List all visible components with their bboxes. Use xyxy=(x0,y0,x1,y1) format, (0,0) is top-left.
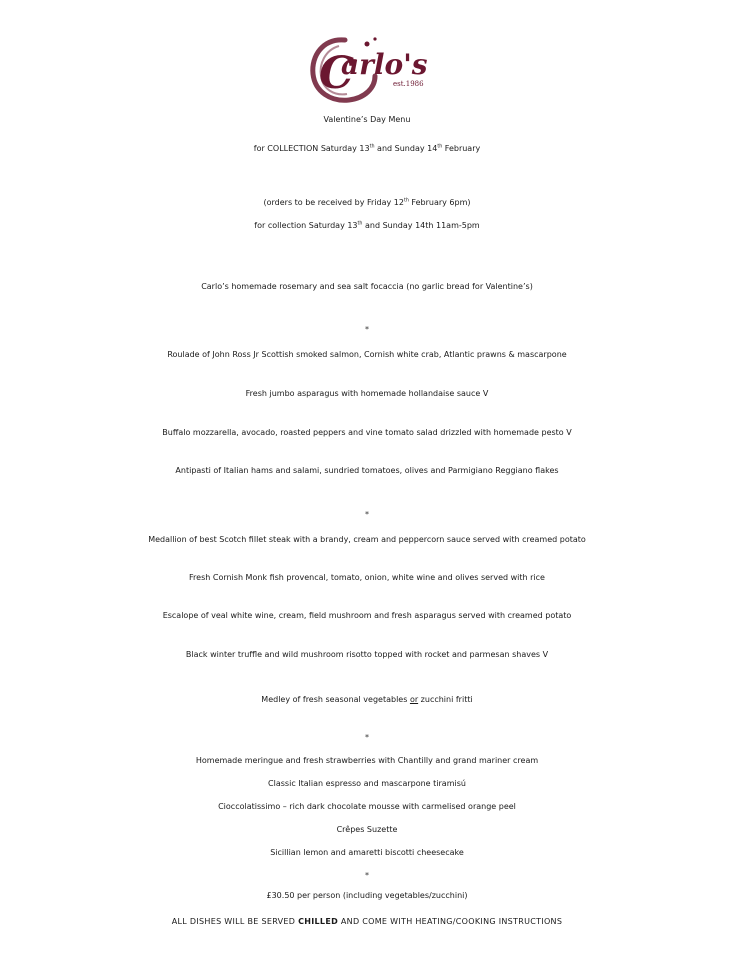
logo-initial: C xyxy=(319,48,355,99)
main-item: Medallion of best Scotch fillet steak with a brandy, cream and peppercorn sauce served with creamed potato xyxy=(148,535,586,544)
dessert-item: Sicillian lemon and amaretti biscotti cheesecake xyxy=(270,848,464,857)
sides-item: Medley of fresh seasonal vegetables or zucchini fritti xyxy=(261,695,473,704)
price-line: £30.50 per person (including vegetables/zucchini) xyxy=(266,891,468,900)
separator-star: * xyxy=(365,871,369,880)
main-item: Fresh Cornish Monk fish provencal, tomato, onion, white wine and olives served with rice xyxy=(189,573,545,582)
bread-item: Carlo’s homemade rosemary and sea salt focaccia (no garlic bread for Valentine’s) xyxy=(201,282,533,291)
main-item: Escalope of veal white wine, cream, field mushroom and fresh asparagus served with creamed potato xyxy=(162,611,572,620)
starter-item: Buffalo mozzarella, avocado, roasted peppers and vine tomato salad drizzled with homemade pesto V xyxy=(162,428,572,437)
starter-item: Fresh jumbo asparagus with homemade hollandaise sauce V xyxy=(245,389,489,398)
dessert-item: Cioccolatissimo – rich dark chocolate mousse with carmelised orange peel xyxy=(218,802,516,811)
separator-star: * xyxy=(365,733,369,742)
dessert-item: Classic Italian espresso and mascarpone tiramisú xyxy=(268,779,466,788)
main-item: Black winter truffle and wild mushroom risotto topped with rocket and parmesan shaves V xyxy=(185,650,549,659)
starter-item: Antipasti of Italian hams and salami, sundried tomatoes, olives and Parmigiano Reggiano flakes xyxy=(175,466,559,475)
menu-title: Valentine’s Day Menu xyxy=(323,115,411,124)
menu-subtitle: for COLLECTION Saturday 13th and Sunday 14th February xyxy=(253,144,481,153)
footer-note: ALL DISHES WILL BE SERVED CHILLED AND COME WITH HEATING/COOKING INSTRUCTIONS xyxy=(171,917,563,926)
carlos-logo xyxy=(305,30,435,106)
orders-deadline: (orders to be received by Friday 12th February 6pm) xyxy=(263,198,471,207)
logo-brand: arlo's xyxy=(341,48,428,81)
dessert-item: Homemade meringue and fresh strawberries with Chantilly and grand mariner cream xyxy=(195,756,539,765)
starter-item: Roulade of John Ross Jr Scottish smoked salmon, Cornish white crab, Atlantic prawns & mascarpone xyxy=(167,350,567,359)
separator-star: * xyxy=(365,325,369,334)
separator-star: * xyxy=(365,510,369,519)
dessert-item: Crêpes Suzette xyxy=(336,825,398,834)
logo-est: est.1986 xyxy=(393,80,424,88)
collection-times: for collection Saturday 13th and Sunday 14th 11am-5pm xyxy=(254,221,480,230)
